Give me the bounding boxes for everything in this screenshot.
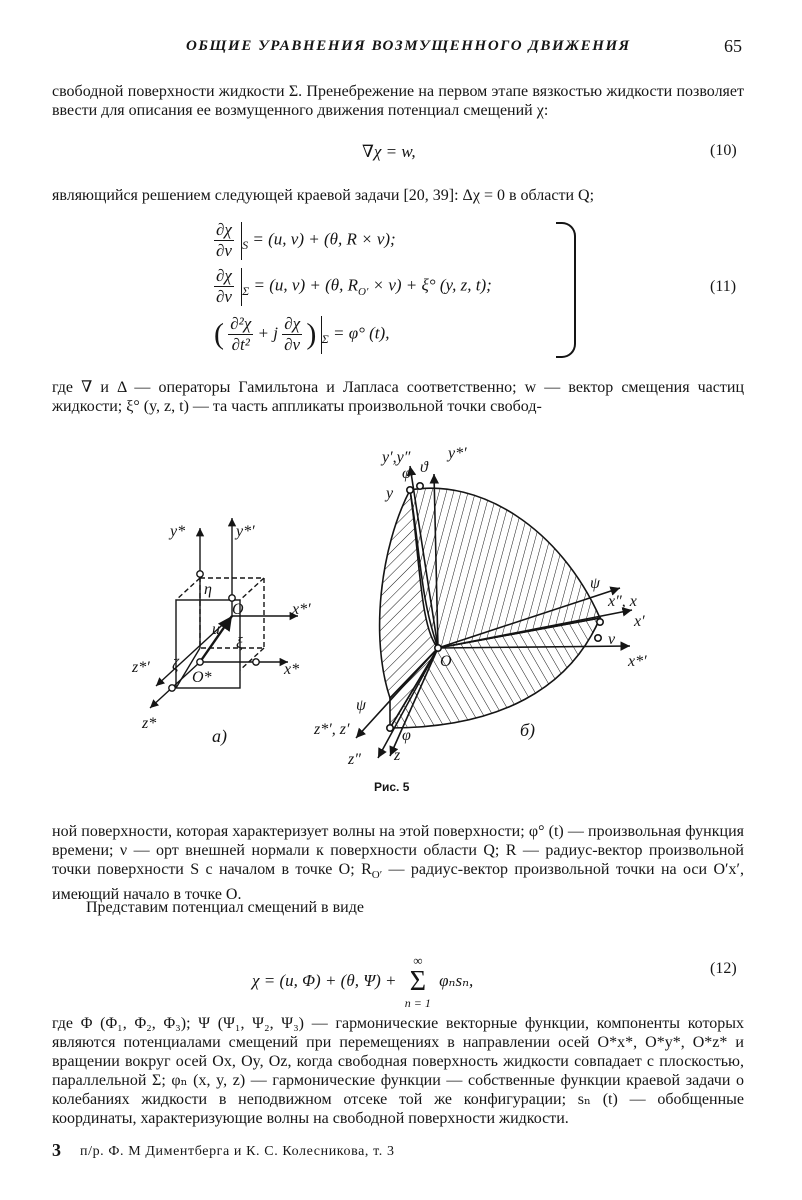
svg-text:y*′: y*′ (236, 523, 255, 540)
equation-10: ∇χ = w, (362, 142, 416, 161)
sheet-number: 3 (52, 1140, 61, 1160)
figure-a (150, 518, 298, 708)
svg-text:y*′: y*′ (448, 445, 467, 462)
svg-text:y*: y* (170, 523, 186, 540)
svg-text:ϑ: ϑ (420, 459, 428, 476)
svg-text:ξ: ξ (236, 635, 243, 652)
svg-text:ψ: ψ (356, 697, 366, 714)
equation-12-number: (12) (710, 960, 737, 977)
svg-text:ζ: ζ (172, 657, 179, 674)
footer-note: п/р. Ф. М Диментберга и К. С. Колесникова, т. 3 (80, 1144, 395, 1159)
svg-text:z*′, z′: z*′, z′ (314, 721, 350, 738)
fraction-dchi-dnu-2: $\frac{\partial\chi}{\partial\nu}$ (215, 266, 232, 306)
svg-text:φ: φ (402, 727, 411, 744)
svg-text:z*′: z*′ (132, 659, 150, 676)
equation-10-number: (10) (710, 142, 737, 159)
svg-text:x″, x: x″, x (608, 593, 637, 610)
svg-text:ν: ν (608, 631, 616, 648)
paragraph-6: где Φ (Φ₁, Φ₂, Φ₃); Ψ (Ψ₁, Ψ₂, Ψ₃) — гармонические векторные функции, компоненты которых являются потенциалами смещений при перемещениях в направлении осей O*x*, O*y*, O*z* и вращении вокруг осей Ox, Oy, Oz, когда свободная поверхность жидкости совпадает с плоскостью, параллельной Σ; φₙ (x, y, z) — гармонические функции — собственные функции краевой задачи о колебаниях жидкости в неподвижном отсеке той же конфигурации; sₙ (t) — обобщенные координаты, характеризующие волны на свободной поверхности жидкости. (52, 1015, 744, 1127)
svg-text:z*: z* (142, 715, 157, 732)
svg-text:z: z (394, 747, 401, 764)
svg-text:ψ: ψ (590, 575, 600, 592)
fraction-dchi-dnu-3: $\frac{\partial\chi}{\partial\nu}$ (284, 314, 301, 354)
svg-text:O*: O* (192, 669, 212, 686)
svg-text:x*: x* (284, 661, 300, 678)
svg-text:x*′: x*′ (292, 601, 311, 618)
equation-12: χ = (u, Φ) + (θ, Ψ) + ∞ Σ n = 1 φₙsₙ, (252, 953, 474, 1010)
figure-a-labels (131, 523, 311, 747)
svg-text:O: O (440, 653, 452, 670)
svg-text:η: η (204, 581, 212, 598)
figure-5 (120, 438, 680, 798)
equation-11-number: (11) (710, 278, 737, 295)
paragraph-1: свободной поверхности жидкости Σ. Пренебрежение на первом этапе вязкостью жидкости позволяет ввести для описания ее возмущенного движения потенциал смещений χ: (52, 83, 744, 119)
figure-caption: Рис. 5 (374, 780, 410, 794)
svg-text:z″: z″ (348, 751, 361, 768)
fraction-d2chi-dt2: $\frac{\text{∂²χ}}{\text{∂t²}}$ (230, 314, 252, 354)
figure-b (356, 466, 632, 758)
paragraph-2: являющийся решением следующей краевой задачи [20, 39]: Δχ = 0 в области Q; (52, 187, 595, 204)
running-title: ОБЩИЕ УРАВНЕНИЯ ВОЗМУЩЕННОГО ДВИЖЕНИЯ (186, 38, 631, 54)
svg-text:x′: x′ (634, 613, 645, 630)
paragraph-5: Представим потенциал смещений в виде (86, 899, 364, 916)
equation-11-line-2: $\frac{\partial\chi}{\partial\nu}$ $_\Sigma$ = (u, ν) + (θ, $R_{O'} \times \nu) + \xi^\circ$ (y, z, t); (215, 266, 492, 306)
svg-text:б): б) (520, 720, 536, 740)
svg-text:x*′: x*′ (628, 653, 647, 670)
equation-11-brace (556, 222, 576, 358)
equation-11-line-3: ( $\frac{\text{∂²χ}}{\text{∂t²}}$ + j $\frac{\partial\chi}{\partial\nu}$ ) $_\Sigma$ = φ° (t), (214, 314, 390, 354)
svg-text:u: u (212, 621, 220, 638)
page-number: 65 (724, 36, 742, 56)
paragraph-3: где ∇ и Δ — операторы Гамильтона и Лапласа соответственно; w — вектор смещения частиц жидкости; ξ° (y, z, t) — та часть аппликаты произвольной точки свобод- (52, 379, 744, 415)
svg-text:O: O (232, 601, 244, 618)
fraction-dchi-dnu: $\frac{\partial\chi}{\partial\nu}$ (215, 220, 232, 260)
svg-text:y′,y″: y′,y″ (382, 449, 411, 466)
svg-text:φ: φ (402, 465, 411, 482)
page-header (0, 38, 802, 62)
svg-text:y: y (386, 485, 394, 502)
paragraph-4: ной поверхности, которая характеризует волны на этой поверхности; φ° (t) — произвольная функция времени; ν — орт внешней нормали к поверхности области Q; R — радиус-вектор произвольной точки поверхности S с началом в точке O; $R_{O'}$ — радиус-вектор произвольной точки на оси O′x′, имеющий начало в точке O. (52, 823, 744, 904)
svg-text:а): а) (212, 726, 227, 746)
equation-11-line-1: $\frac{\partial\chi}{\partial\nu}$ $_S$ = (u, ν) + (θ, R × ν); (215, 220, 396, 260)
